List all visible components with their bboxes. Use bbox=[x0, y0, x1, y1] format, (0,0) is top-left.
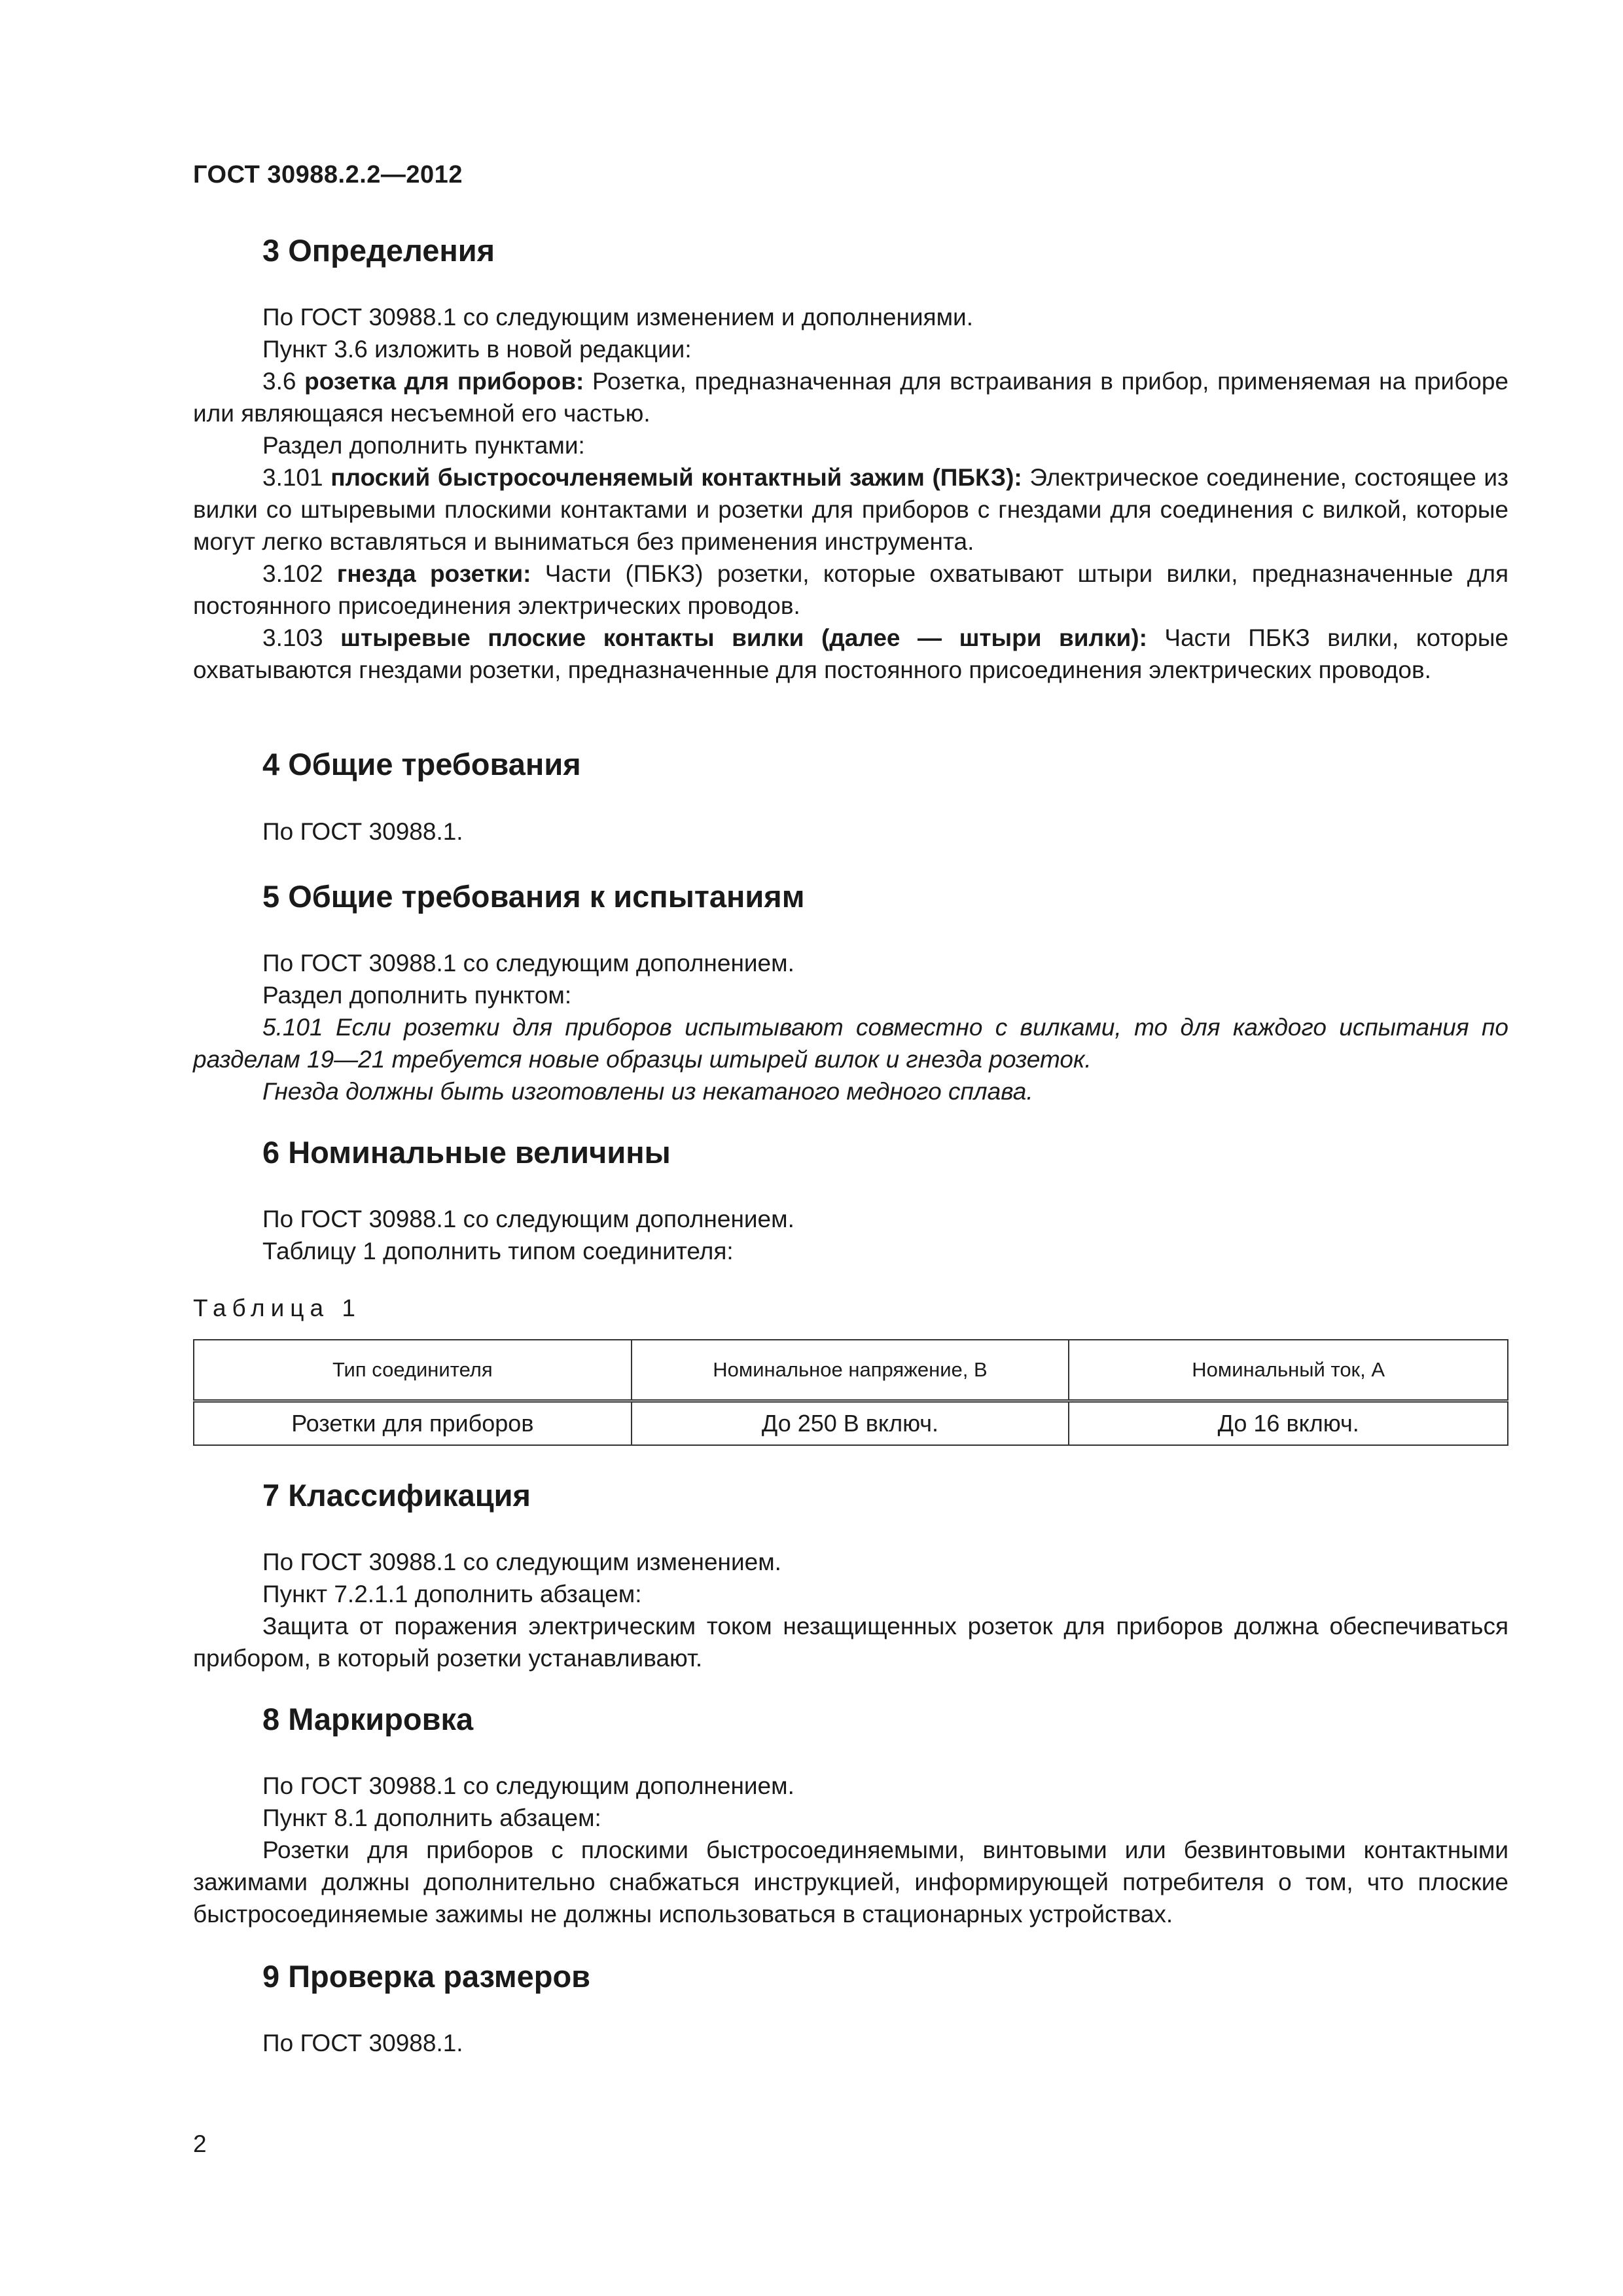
section-8-heading: 8 Маркировка bbox=[262, 1702, 474, 1736]
definition-text: Розетка, предназначенная для встраивания в прибор, применяемая на приборе или являющаяся несъемной его частью. bbox=[193, 368, 1509, 427]
table-header-cell: Номинальный ток, А bbox=[1069, 1340, 1508, 1401]
definition-term: штыревые плоские контакты вилки (далее — штыри вилки): bbox=[340, 624, 1147, 651]
ratings-table bbox=[193, 1339, 1508, 1446]
section-7-para-2: Пункт 7.2.1.1 дополнить абзацем: bbox=[262, 1581, 642, 1607]
definition-3-103 bbox=[193, 622, 1508, 686]
section-6-para-1: По ГОСТ 30988.1 со следующим дополнением. bbox=[262, 1206, 794, 1232]
definition-term: плоский быстросочленяемый контактный зажим (ПБКЗ): bbox=[330, 464, 1022, 491]
definition-text: Части (ПБКЗ) розетки, которые охватывают штыри вилки, предназначенные для постоянного присоединения электрических проводов. bbox=[193, 560, 1508, 619]
definition-3-102 bbox=[193, 558, 1508, 622]
section-9-para-1: По ГОСТ 30988.1. bbox=[262, 2030, 463, 2056]
section-5-clause-101: 5.101 Если розетки для приборов испытывают совместно с вилками, то для каждого испытания по разделам 19—21 требуется новые образцы штырей вилок и гнезда розеток. bbox=[193, 1014, 1508, 1073]
definition-number: 3.103 bbox=[262, 624, 341, 651]
section-4-heading: 4 Общие требования bbox=[262, 747, 581, 781]
table-header-row bbox=[194, 1340, 1508, 1401]
definition-3-101 bbox=[193, 461, 1508, 558]
section-4-para-1: По ГОСТ 30988.1. bbox=[262, 818, 463, 845]
section-8-para-1: По ГОСТ 30988.1 со следующим дополнением. bbox=[262, 1772, 794, 1799]
section-5-para-2: Раздел дополнить пунктом: bbox=[262, 982, 572, 1009]
section-6-para-2: Таблицу 1 дополнить типом соединителя: bbox=[262, 1238, 734, 1265]
table-cell: До 16 включ. bbox=[1069, 1401, 1508, 1446]
table-caption: Таблица 1 bbox=[193, 1295, 361, 1321]
table-cell: Розетки для приборов bbox=[194, 1401, 632, 1446]
definition-number: 3.6 bbox=[262, 368, 305, 395]
definition-term: розетка для приборов: bbox=[304, 368, 584, 395]
document-code: ГОСТ 30988.2.2—2012 bbox=[193, 161, 463, 188]
section-5-para-4: Гнезда должны быть изготовлены из некатаного медного сплава. bbox=[262, 1078, 1033, 1105]
table-row bbox=[194, 1401, 1508, 1446]
table-header-cell: Тип соединителя bbox=[194, 1340, 632, 1401]
definition-number: 3.102 bbox=[262, 560, 337, 587]
definition-term: гнезда розетки: bbox=[336, 560, 531, 587]
section-3-heading: 3 Определения bbox=[262, 233, 495, 268]
table-header-cell: Номинальное напряжение, В bbox=[632, 1340, 1069, 1401]
section-7-para-1: По ГОСТ 30988.1 со следующим изменением. bbox=[262, 1549, 781, 1575]
section-6-heading: 6 Номинальные величины bbox=[262, 1135, 671, 1170]
section-9-heading: 9 Проверка размеров bbox=[262, 1959, 591, 1994]
definition-text: Электрическое соединение, состоящее из вилки со штыревыми плоскими контактами и розетки для приборов с гнездами для соединения с вилкой, которые могут легко вставляться и выниматься без применения инструмента. bbox=[193, 464, 1509, 555]
section-5-heading: 5 Общие требования к испытаниям bbox=[262, 879, 805, 914]
section-5-para-1: По ГОСТ 30988.1 со следующим дополнением. bbox=[262, 950, 794, 977]
section-7-heading: 7 Классификация bbox=[262, 1478, 531, 1513]
section-7-para-3: Защита от поражения электрическим током незащищенных розеток для приборов должна обеспечиваться прибором, в который розетки устанавливают. bbox=[193, 1613, 1508, 1672]
section-8-para-3: Розетки для приборов с плоскими быстросоединяемыми, винтовыми или безвинтовыми контактными зажимами должны дополнительно снабжаться инструкцией, информирующей потребителя о том, что плоские быстросоединяемые зажимы не должны использоваться в стационарных устройствах. bbox=[193, 1837, 1508, 1928]
section-3-para-1: По ГОСТ 30988.1 со следующим изменением и дополнениями. bbox=[262, 304, 973, 331]
definition-number: 3.101 bbox=[262, 464, 331, 491]
section-3-para-2: Пункт 3.6 изложить в новой редакции: bbox=[262, 336, 692, 363]
table-cell: До 250 В включ. bbox=[632, 1401, 1069, 1446]
definition-text: Части ПБКЗ вилки, которые охватываются гнездами розетки, предназначенные для постоянного присоединения электрических проводов. bbox=[193, 624, 1508, 683]
section-8-para-2: Пункт 8.1 дополнить абзацем: bbox=[262, 1804, 601, 1831]
definition-3-6 bbox=[193, 365, 1508, 429]
section-3-para-3: Раздел дополнить пунктами: bbox=[262, 432, 585, 459]
page-number: 2 bbox=[193, 2130, 207, 2157]
